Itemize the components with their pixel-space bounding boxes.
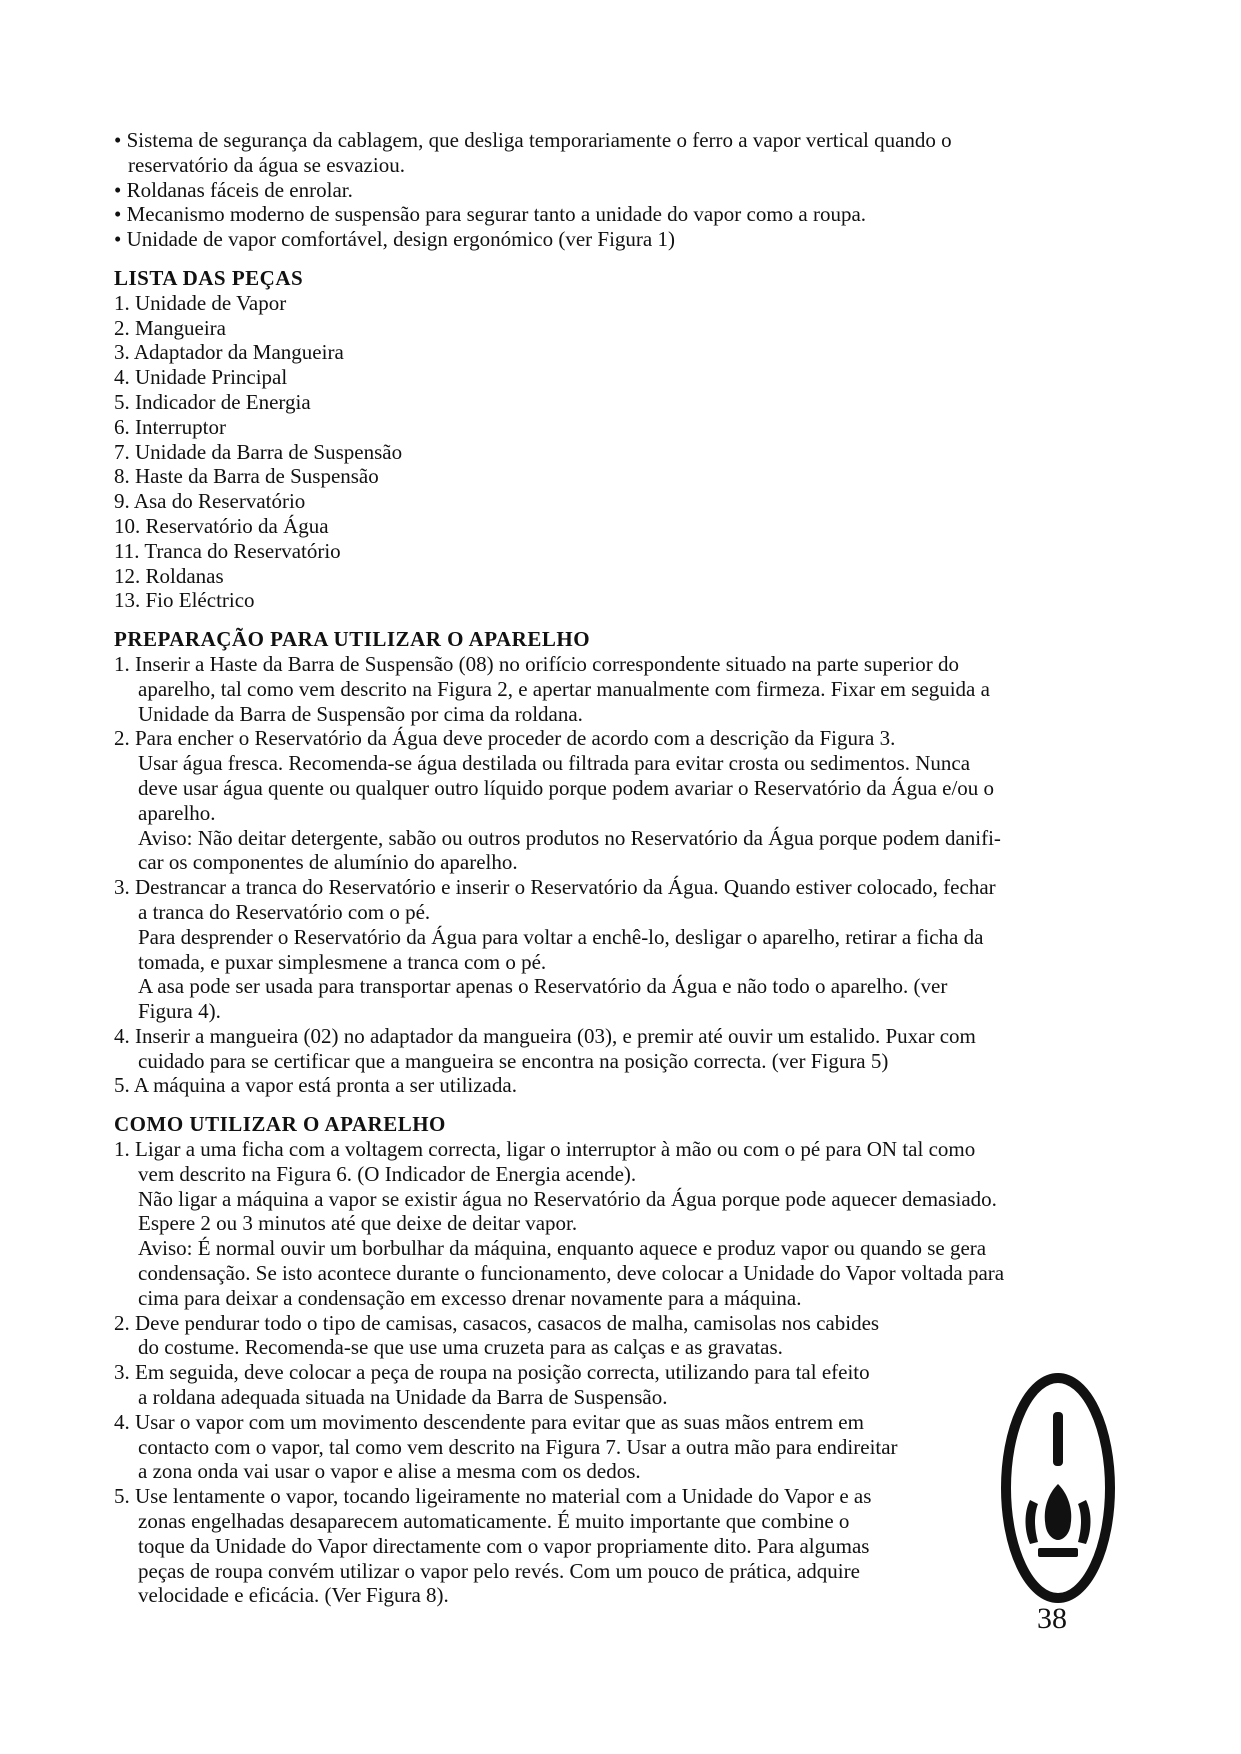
part-item: 6. Interruptor bbox=[114, 414, 226, 439]
usage-heading: COMO UTILIZAR O APARELHO bbox=[114, 1112, 446, 1137]
usage-line: zonas engelhadas desaparecem automaticamente. É muito importante que combine o bbox=[138, 1509, 850, 1534]
usage-line: Aviso: É normal ouvir um borbulhar da máquina, enquanto aquece e produz vapor ou quando se gera bbox=[138, 1236, 987, 1261]
preparation-line: Para desprender o Reservatório da Água para voltar a enchê-lo, desligar o aparelho, retirar a ficha da bbox=[138, 924, 984, 949]
preparation-line: A asa pode ser usada para transportar apenas o Reservatório da Água e não todo o aparelho. (ver bbox=[138, 974, 948, 999]
usage-line: 3. Em seguida, deve colocar a peça de roupa na posição correcta, utilizando para tal efeito bbox=[114, 1360, 870, 1385]
preparation-line: Figura 4). bbox=[138, 999, 221, 1024]
preparation-line: car os componentes de alumínio do aparelho. bbox=[138, 850, 518, 875]
usage-line: do costume. Recomenda-se que use uma cruzeta para as calças e as gravatas. bbox=[138, 1335, 783, 1360]
part-item: 5. Indicador de Energia bbox=[114, 389, 311, 414]
preparation-line: cuidado para se certificar que a mangueira se encontra na posição correcta. (ver Figura 5) bbox=[138, 1048, 889, 1073]
parts-section bbox=[114, 266, 1124, 613]
preparation-line: aparelho. bbox=[138, 800, 216, 825]
usage-line: 2. Deve pendurar todo o tipo de camisas, casacos, casacos de malha, camisolas nos cabides bbox=[114, 1310, 880, 1335]
page-number: 38 bbox=[1037, 1602, 1067, 1635]
preparation-line: Unidade da Barra de Suspensão por cima da roldana. bbox=[138, 701, 583, 726]
part-item: 13. Fio Eléctrico bbox=[114, 588, 255, 613]
part-item: 7. Unidade da Barra de Suspensão bbox=[114, 439, 403, 464]
usage-line: vem descrito na Figura 6. (O Indicador de Energia acende). bbox=[138, 1161, 637, 1186]
usage-line: 1. Ligar a uma ficha com a voltagem correcta, ligar o interruptor à mão ou com o pé para ON tal como bbox=[114, 1137, 976, 1162]
preparation-heading: PREPARAÇÃO PARA UTILIZAR O APARELHO bbox=[114, 627, 591, 652]
preparation-line: 2. Para encher o Reservatório da Água deve proceder de acordo com a descrição da Figura 3. bbox=[114, 726, 896, 751]
preparation-line: tomada, e puxar simplesmene a tranca com o pé. bbox=[138, 949, 547, 974]
part-item: 10. Reservatório da Água bbox=[114, 513, 329, 538]
usage-line: 5. Use lentamente o vapor, tocando ligeiramente no material com a Unidade do Vapor e as bbox=[114, 1484, 872, 1509]
usage-line: velocidade e eficácia. (Ver Figura 8). bbox=[138, 1583, 449, 1608]
part-item: 8. Haste da Barra de Suspensão bbox=[114, 464, 379, 489]
part-item: 9. Asa do Reservatório bbox=[114, 489, 306, 514]
part-item: 12. Roldanas bbox=[114, 563, 224, 588]
preparation-line: a tranca do Reservatório com o pé. bbox=[138, 899, 431, 924]
usage-line: 4. Usar o vapor com um movimento descendente para evitar que as suas mãos entrem em bbox=[114, 1409, 864, 1434]
usage-line: Espere 2 ou 3 minutos até que deixe de deitar vapor. bbox=[138, 1211, 578, 1236]
preparation-line: 4. Inserir a mangueira (02) no adaptador da mangueira (03), e premir até ouvir um estalido. Puxar com bbox=[114, 1023, 976, 1048]
preparation-line: aparelho, tal como vem descrito na Figura 2, e apertar manualmente com firmeza. Fixar em seguida a bbox=[138, 676, 990, 701]
part-item: 1. Unidade de Vapor bbox=[114, 290, 287, 315]
part-item: 2. Mangueira bbox=[114, 315, 226, 340]
features-list bbox=[114, 128, 1124, 252]
usage-line: cima para deixar a condensação em excesso drenar novamente para a máquina. bbox=[138, 1285, 802, 1310]
part-item: 3. Adaptador da Mangueira bbox=[114, 340, 344, 365]
steam-warning-icon bbox=[1000, 1372, 1116, 1604]
preparation-line: Usar água fresca. Recomenda-se água destilada ou filtrada para evitar crosta ou sedimentos. Nunca bbox=[138, 751, 971, 776]
usage-line: contacto com o vapor, tal como vem descrito na Figura 7. Usar a outra mão para endireitar bbox=[138, 1434, 898, 1459]
usage-line: Não ligar a máquina a vapor se existir água no Reservatório da Água porque pode aquecer demasiado. bbox=[138, 1186, 997, 1211]
usage-line: toque da Unidade do Vapor directamente com o vapor propriamente dito. Para algumas bbox=[138, 1533, 870, 1558]
preparation-line: deve usar água quente ou qualquer outro líquido porque podem avariar o Reservatório da Água e/ou o bbox=[138, 775, 995, 800]
usage-section bbox=[114, 1112, 1124, 1608]
preparation-line: 1. Inserir a Haste da Barra de Suspensão (08) no orifício correspondente situado na parte superior do bbox=[114, 651, 959, 676]
usage-line: a roldana adequada situada na Unidade da Barra de Suspensão. bbox=[138, 1385, 668, 1410]
part-item: 4. Unidade Principal bbox=[114, 365, 288, 390]
preparation-section bbox=[114, 627, 1124, 1098]
preparation-line: 3. Destrancar a tranca do Reservatório e inserir o Reservatório da Água. Quando estiver colocado, fechar bbox=[114, 875, 996, 900]
usage-line: peças de roupa convém utilizar o vapor pelo revés. Com um pouco de prática, adquire bbox=[138, 1558, 860, 1583]
feature-line: • Mecanismo moderno de suspensão para segurar tanto a unidade do vapor como a roupa. bbox=[114, 202, 867, 227]
parts-heading: LISTA DAS PEÇAS bbox=[114, 265, 304, 290]
usage-line: condensação. Se isto acontece durante o funcionamento, deve colocar a Unidade do Vapor voltada para bbox=[138, 1261, 1005, 1286]
preparation-line: 5. A máquina a vapor está pronta a ser utilizada. bbox=[114, 1073, 517, 1098]
feature-line: reservatório da água se esvaziou. bbox=[128, 152, 405, 177]
usage-line: a zona onda vai usar o vapor e alise a mesma com os dedos. bbox=[138, 1459, 641, 1484]
part-item: 11. Tranca do Reservatório bbox=[114, 538, 341, 563]
preparation-line: Aviso: Não deitar detergente, sabão ou outros produtos no Reservatório da Água porque podem danifi- bbox=[138, 825, 1001, 850]
feature-line: • Unidade de vapor comfortável, design ergonómico (ver Figura 1) bbox=[114, 227, 675, 252]
page-content bbox=[114, 128, 1124, 1608]
feature-line: • Roldanas fáceis de enrolar. bbox=[114, 177, 353, 202]
feature-line: • Sistema de segurança da cablagem, que desliga temporariamente o ferro a vapor vertical quando o bbox=[114, 128, 952, 152]
